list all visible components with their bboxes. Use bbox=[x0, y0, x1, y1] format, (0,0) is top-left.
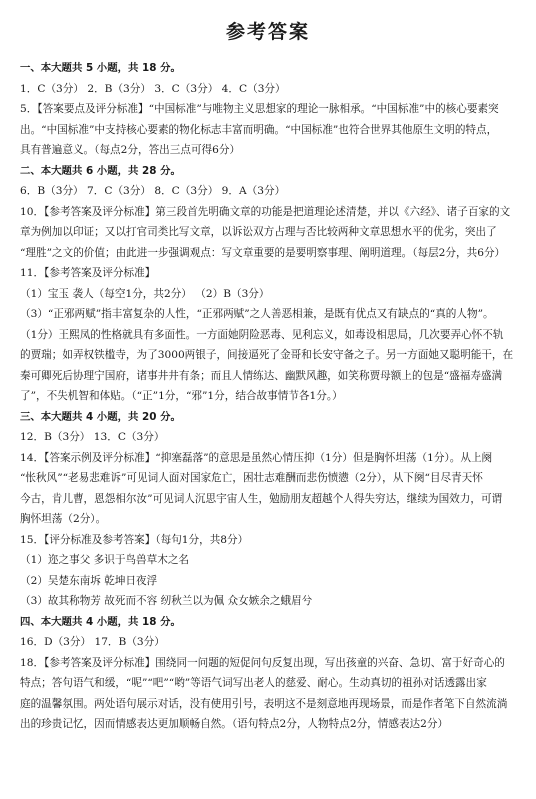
answer-line: “理胜”之文的价值；由此进一步强调观点：写文章重要的是要明察事理、阐明道理。（每层2分，共6分） bbox=[20, 246, 506, 259]
answer-line: 1．C（3分） 2．B（3分） 3．C（3分） 4．C（3分） bbox=[20, 82, 286, 95]
answer-line: （2）吴楚东南坼 乾坤日夜浮 bbox=[20, 574, 158, 587]
answer-line: 的贾瑞；如弄权铁槛寺，为了3000两银子，间接逼死了金哥和长安守备之子。另一方面她又聪明能干，在 bbox=[20, 349, 514, 361]
answer-line: 15．【评分标准及参考答案】（每句1分，共8分） bbox=[20, 533, 249, 546]
answer-line: “怅秋风”“老易悲难诉”可见词人面对国家危亡，困壮志难酬而悲伤愤懑（2分），从下阕“目尽青天怀 bbox=[20, 472, 483, 484]
answer-line: （3）“正邪两赋”指丰富复杂的人性，“正邪两赋”之人善恶相兼，是既有优点又有缺点的“真的人物”。 bbox=[20, 308, 494, 320]
answer-line: 12．B（3分） 13．C（3分） bbox=[20, 431, 165, 443]
answer-line: 6．B（3分） 7．C（3分） 8．C（3分） 9．A（3分） bbox=[20, 185, 286, 197]
answer-line: 特点；答句语气和缓，“呢”“吧”“哟”等语气词写出老人的慈爱、耐心。生动真切的祖孙对话透露出家 bbox=[20, 677, 487, 689]
answer-line: 出的珍贵记忆，因而情感表达更加顺畅自然。（语句特点2分，人物特点2分，情感表达2分） bbox=[20, 718, 449, 730]
answer-line: 了”，不失机智和体贴。（“正”1分，“邪”1分，结合故事情节各1分。） bbox=[20, 390, 343, 402]
answer-line: 胸怀坦荡（2分）。 bbox=[20, 513, 107, 525]
answer-line: （1）宝玉 袭人（每空1分，共2分） （2）B（3分） bbox=[20, 287, 270, 300]
answer-line: 16．D（3分） 17．B（3分） bbox=[20, 636, 165, 648]
answer-line: 11．【参考答案及评分标准】 bbox=[20, 267, 156, 279]
answer-line: 出。“中国标准”中支持核心要素的物化标志丰富而明确。“中国标准”也符合世界其他原生文明的特点， bbox=[20, 123, 498, 136]
section-heading: 四、本大题共 4 小题，共 18 分。 bbox=[20, 615, 181, 628]
answer-list bbox=[20, 58, 516, 735]
answer-line: 秦可卿死后协理宁国府，诸事井井有条；而且人情练达、幽默风趣，如笑称贾母额上的包是“盛福寿盛满 bbox=[20, 369, 503, 382]
answer-line: 章为例加以印证；又以打官司类比写文章，以诉讼双方占理与否比较两种文章思想水平的优劣，突出了 bbox=[20, 226, 497, 238]
section-heading: 一、本大题共 5 小题，共 18 分。 bbox=[20, 62, 181, 74]
answer-line: 今古，肯儿曹，恩怨相尔汝”可见词人沉思宇宙人生，勉励朋友超越个人得失穷达，继续为国效力，可谓 bbox=[20, 492, 503, 505]
answer-line: （1）迩之事父 多识于鸟兽草木之名 bbox=[20, 554, 190, 566]
section-heading: 二、本大题共 6 小题，共 28 分。 bbox=[20, 164, 181, 177]
answer-line: （1分）王熙凤的性格就具有多面性。一方面她阴险恶毒、见利忘义，如毒设相思局，几次要弄心怀不轨 bbox=[20, 328, 504, 341]
answer-line: 18．【参考答案及评分标准】围绕同一问题的短促问句反复出现，写出孩童的兴奋、急切、富于好奇心的 bbox=[20, 656, 505, 669]
section-heading: 三、本大题共 4 小题，共 20 分。 bbox=[20, 410, 181, 423]
answer-line: （3）故其称物芳 故死而不容 纫秋兰以为佩 众女嫉余之蛾眉兮 bbox=[20, 595, 313, 607]
page-title: 参考答案 bbox=[225, 21, 310, 43]
answer-line: 庭的温馨氛围。两处语句展示对话，没有使用引号，表明这不是刻意地再现场景，而是作者笔下自然流淌 bbox=[20, 697, 508, 710]
answer-line: 10．【参考答案及评分标准】第三段首先明确文章的功能是把道理论述清楚，并以《六经》、诸子百家的文 bbox=[20, 205, 511, 218]
answer-line: 5．【答案要点及评分标准】“中国标准”与唯物主义思想家的理论一脉相承。“中国标准”中的核心要素突 bbox=[20, 103, 499, 115]
answer-line: 具有普遍意义。（每点2分，答出三点可得6分） bbox=[20, 144, 241, 156]
answer-line: 14．【答案示例及评分标准】“抑塞磊落”的意思是虽然心情压抑（1分）但是胸怀坦荡（1分）。从上阕 bbox=[20, 451, 493, 464]
